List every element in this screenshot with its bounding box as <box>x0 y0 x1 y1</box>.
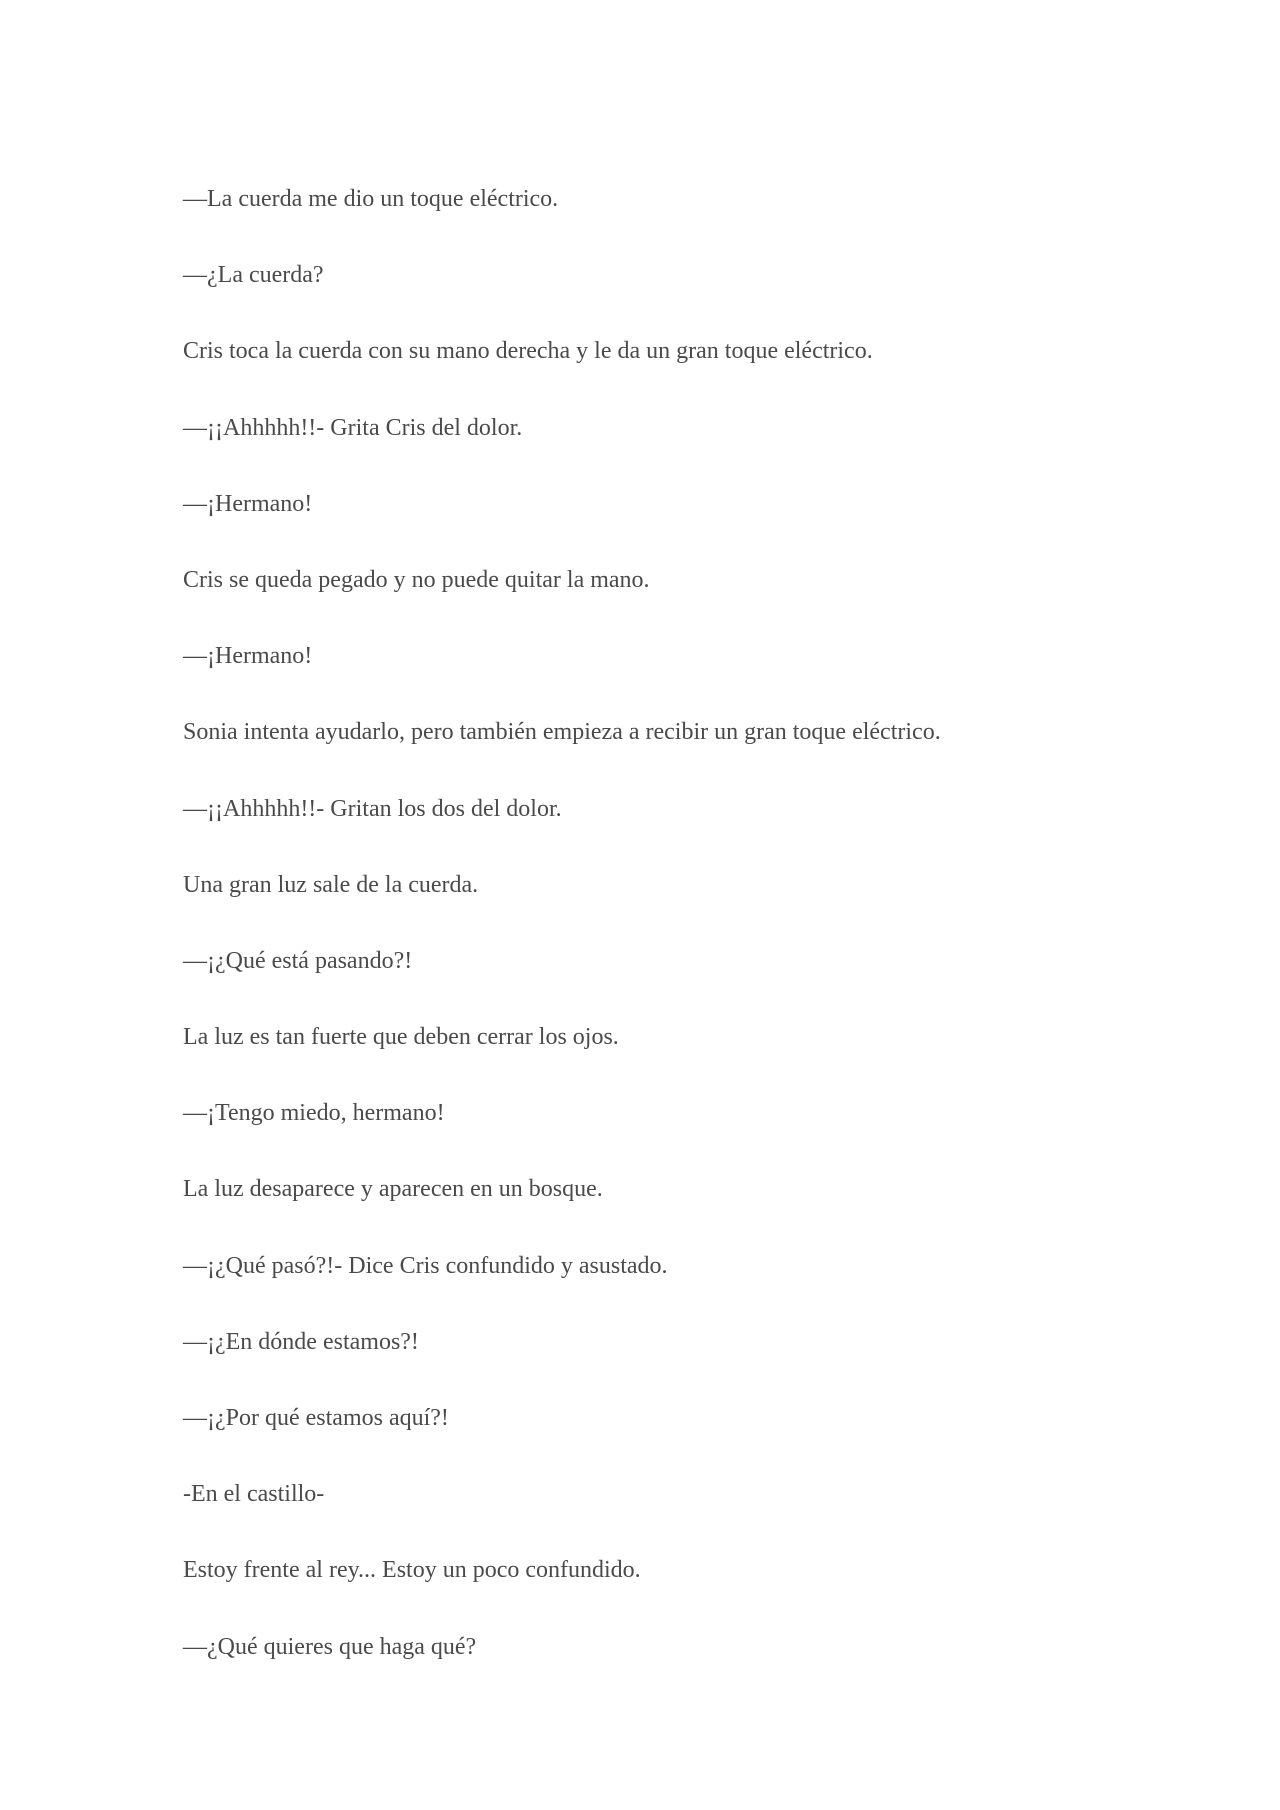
narration-line: Cris se queda pegado y no puede quitar la mano. <box>183 566 650 593</box>
story-text <box>183 181 1083 1705</box>
dialogue-line: —¡Tengo miedo, hermano! <box>183 1100 445 1127</box>
dialogue-line: —¡¡Ahhhhh!!- Grita Cris del dolor. <box>183 414 523 441</box>
dialogue-line: —¡¿Qué está pasando?! <box>183 947 413 974</box>
dialogue-line: —¡¿Por qué estamos aquí?! <box>183 1405 449 1431</box>
dialogue-line: —¡¡Ahhhhh!!- Gritan los dos del dolor. <box>183 795 562 822</box>
narration-line: Estoy frente al rey... Estoy un poco confundido. <box>183 1557 641 1584</box>
narration-line: Cris toca la cuerda con su mano derecha y le da un gran toque eléctrico. <box>183 338 873 365</box>
narration-line: Sonia intenta ayudarlo, pero también empieza a recibir un gran toque eléctrico. <box>183 719 941 746</box>
dialogue-line: —¡Hermano! <box>183 490 313 517</box>
dialogue-line: —¿La cuerda? <box>183 262 324 289</box>
dialogue-line: —¡Hermano! <box>183 643 313 670</box>
dialogue-line: —¿Qué quieres que haga qué? <box>183 1633 477 1660</box>
dialogue-line: —¡¿En dónde estamos?! <box>183 1328 419 1355</box>
narration-line: Una gran luz sale de la cuerda. <box>183 871 479 898</box>
narration-line: La luz desaparece y aparecen en un bosque. <box>183 1176 603 1203</box>
scene-heading: -En el castillo- <box>183 1481 325 1508</box>
narration-line: La luz es tan fuerte que deben cerrar los ojos. <box>183 1024 619 1051</box>
dialogue-line: —La cuerda me dio un toque eléctrico. <box>183 186 559 212</box>
dialogue-line: —¡¿Qué pasó?!- Dice Cris confundido y asustado. <box>183 1252 668 1279</box>
